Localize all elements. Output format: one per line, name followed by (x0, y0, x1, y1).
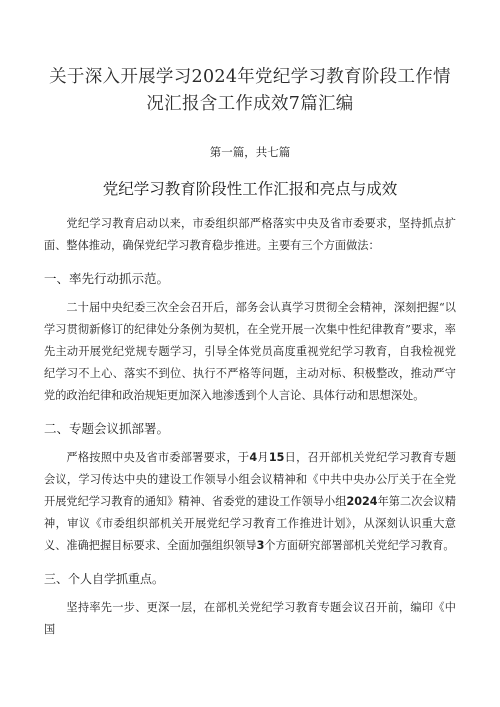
section-3-paragraph: 坚持率先一步、更深一层，在部机关党纪学习教育专题会议召开前，编印《中国 (44, 601, 456, 636)
text-run: 日，召开部机关党纪学习教育专题会议，学习传达中央的建设工作领导小组会议精神和《中共中央办公厅关于在全党开展党纪学习教育的通知》精神、省委党的建设工作领导小组 (44, 451, 456, 508)
subheading-1: 一、率先行动抓示范。 (44, 271, 170, 286)
text-run: 年第二次会议精神，审议《市委组织部机关开展党纪学习教育工作推进计划》，从深刻认识重大意义、准确把握目标要求、全面加强组织领导 (44, 495, 456, 552)
document-title: 关于深入开展学习2024年党纪学习教育阶段工作情况汇报含工作成效7篇汇编 (49, 67, 451, 114)
section-1-paragraph: 二十届中央纪委三次全会召开后，部务会认真学习贯彻全会精神，深刻把握“以学习贯彻新修订的纪律处分条例为契机，在全党开展一次集中性纪律教育”要求，率先主动开展党纪党规专题学习，引导全体党员高度重视党纪学习教育，自我检视党纪学习不上心、落实不到位、执行不严格等问题，主动对标、积极整改，推动严守党的政治纪律和政治规矩更加深入地渗透到个人言论、具体行动和思想深处。 (44, 301, 456, 402)
number-run: 2024 (346, 495, 378, 508)
number-run: 4 (249, 451, 258, 464)
text-run: 严格按照中央及省市委部署要求，于 (66, 451, 250, 464)
text-run: 月 (257, 451, 269, 464)
intro-paragraph: 党纪学习教育启动以来，市委组织部严格落实中央及省市委要求，坚持抓点扩面、整体推动，确保党纪学习教育稳步推进。主要有三个方面做法： (44, 217, 456, 252)
subheading-3: 三、个人自学抓重点。 (44, 572, 165, 586)
number-run: 15 (268, 451, 285, 464)
section-heading: 党纪学习教育阶段性工作汇报和亮点与成效 (102, 180, 398, 198)
number-run: 3 (256, 539, 265, 552)
text-run: 个方面研究部署部机关党纪学习教育。 (264, 539, 455, 552)
section-2-paragraph (44, 447, 456, 557)
part-label: 第一篇，共七篇 (209, 145, 291, 159)
subheading-2: 二、专题会议抓部署。 (44, 421, 170, 436)
